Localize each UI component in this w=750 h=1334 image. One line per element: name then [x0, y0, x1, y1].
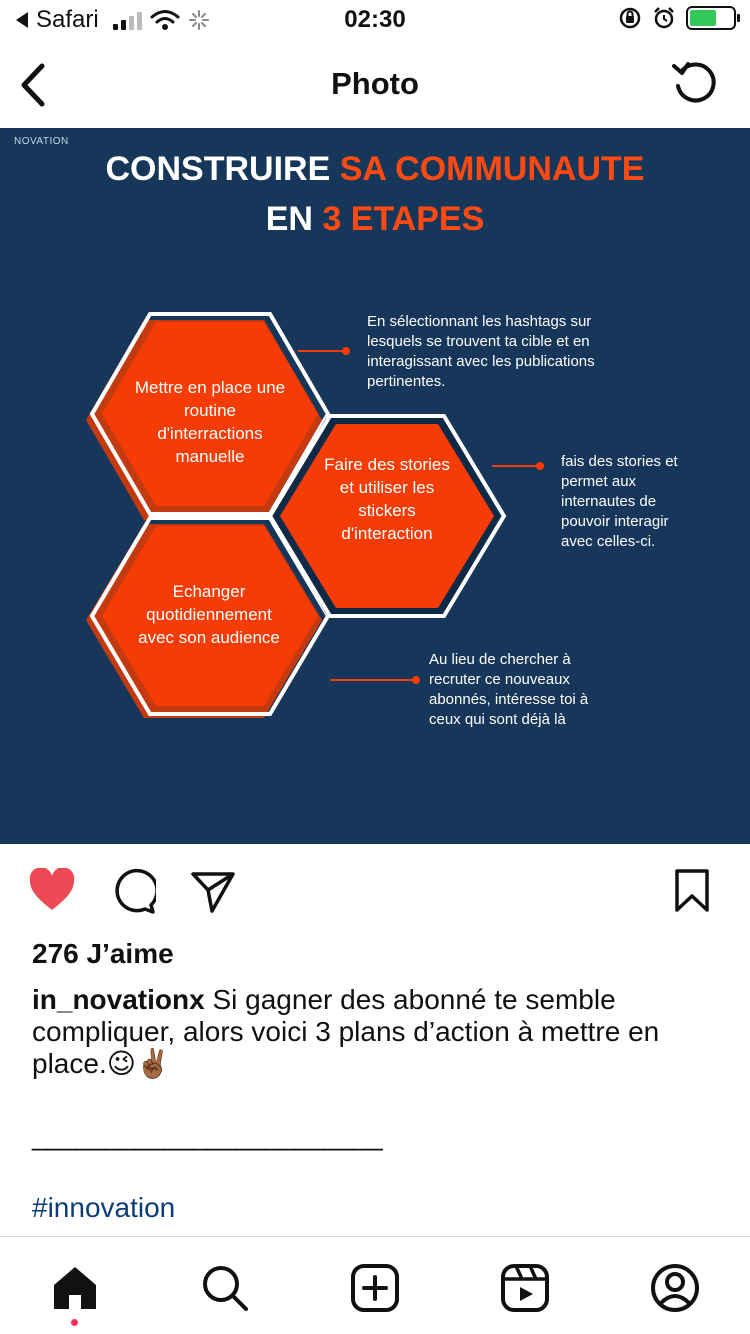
- wifi-icon: [150, 9, 180, 31]
- profile-icon[interactable]: [650, 1263, 700, 1313]
- alarm-icon: [652, 6, 676, 30]
- page-title: Photo: [331, 66, 419, 101]
- headline-white-1: CONSTRUIRE: [105, 150, 331, 188]
- post-caption: [32, 984, 732, 1080]
- connector-2-dot: [536, 462, 544, 470]
- hexagon-1-label: Mettre en place une routine d'interractions manuelle: [134, 378, 286, 466]
- status-right: [618, 6, 736, 30]
- brand-logo: NOVATION: [14, 136, 69, 147]
- signal-icon: [113, 10, 142, 30]
- refresh-icon[interactable]: [670, 58, 720, 108]
- battery-icon: [686, 6, 736, 30]
- bookmark-icon[interactable]: [672, 868, 712, 914]
- connector-1-dot: [342, 347, 350, 355]
- send-icon[interactable]: [190, 870, 236, 914]
- carrier-label[interactable]: Safari: [36, 6, 99, 33]
- nav-bar: [0, 42, 750, 128]
- headline-accent-2: 3 ETAPES: [322, 200, 485, 238]
- active-tab-indicator: [71, 1319, 78, 1326]
- headline-accent-1: SA COMMUNAUTE: [339, 150, 645, 188]
- caption-text: Si gagner des abonné te semble compliquer, alors voici 3 plans d’action à mettre en place.😉✌🏾: [32, 984, 660, 1079]
- post-actions: [0, 862, 750, 922]
- tab-bar: [0, 1236, 750, 1334]
- caption-divider: ________________________: [32, 1120, 382, 1151]
- description-1: En sélectionnant les hashtags sur lesquels se trouvent ta cible et en interagissant avec les publications pertinentes.: [367, 313, 595, 390]
- back-to-app-icon[interactable]: [16, 12, 28, 28]
- hashtag-link[interactable]: #innovation: [32, 1192, 176, 1223]
- status-time: 02:30: [344, 6, 406, 33]
- orientation-lock-icon: [618, 6, 642, 30]
- post-image[interactable]: [0, 128, 750, 844]
- status-left: [16, 6, 210, 34]
- heart-filled-icon[interactable]: [28, 868, 76, 912]
- status-bar: [0, 0, 750, 42]
- headline-white-2: EN: [265, 200, 313, 238]
- search-icon[interactable]: [200, 1263, 250, 1313]
- create-icon[interactable]: [350, 1263, 400, 1313]
- home-icon[interactable]: [50, 1263, 100, 1313]
- hexagon-3-label: Echanger quotidiennement avec son audience: [138, 582, 280, 647]
- reels-icon[interactable]: [500, 1263, 550, 1313]
- battery-level: [690, 10, 716, 26]
- like-count[interactable]: 276 J’aime: [32, 938, 174, 969]
- loading-spinner-icon: [188, 9, 210, 31]
- comment-icon[interactable]: [110, 868, 156, 914]
- description-2: fais des stories et permet aux internautes de pouvoir interagir avec celles-ci.: [561, 453, 678, 550]
- caption-username[interactable]: in_novationx: [32, 984, 205, 1015]
- hexagon-2-label: Faire des stories et utiliser les stickers d'interaction: [324, 455, 450, 543]
- description-3: Au lieu de chercher à recruter ce nouveaux abonnés, intéresse toi à ceux qui sont déjà là: [429, 651, 589, 728]
- connector-3-dot: [412, 676, 420, 684]
